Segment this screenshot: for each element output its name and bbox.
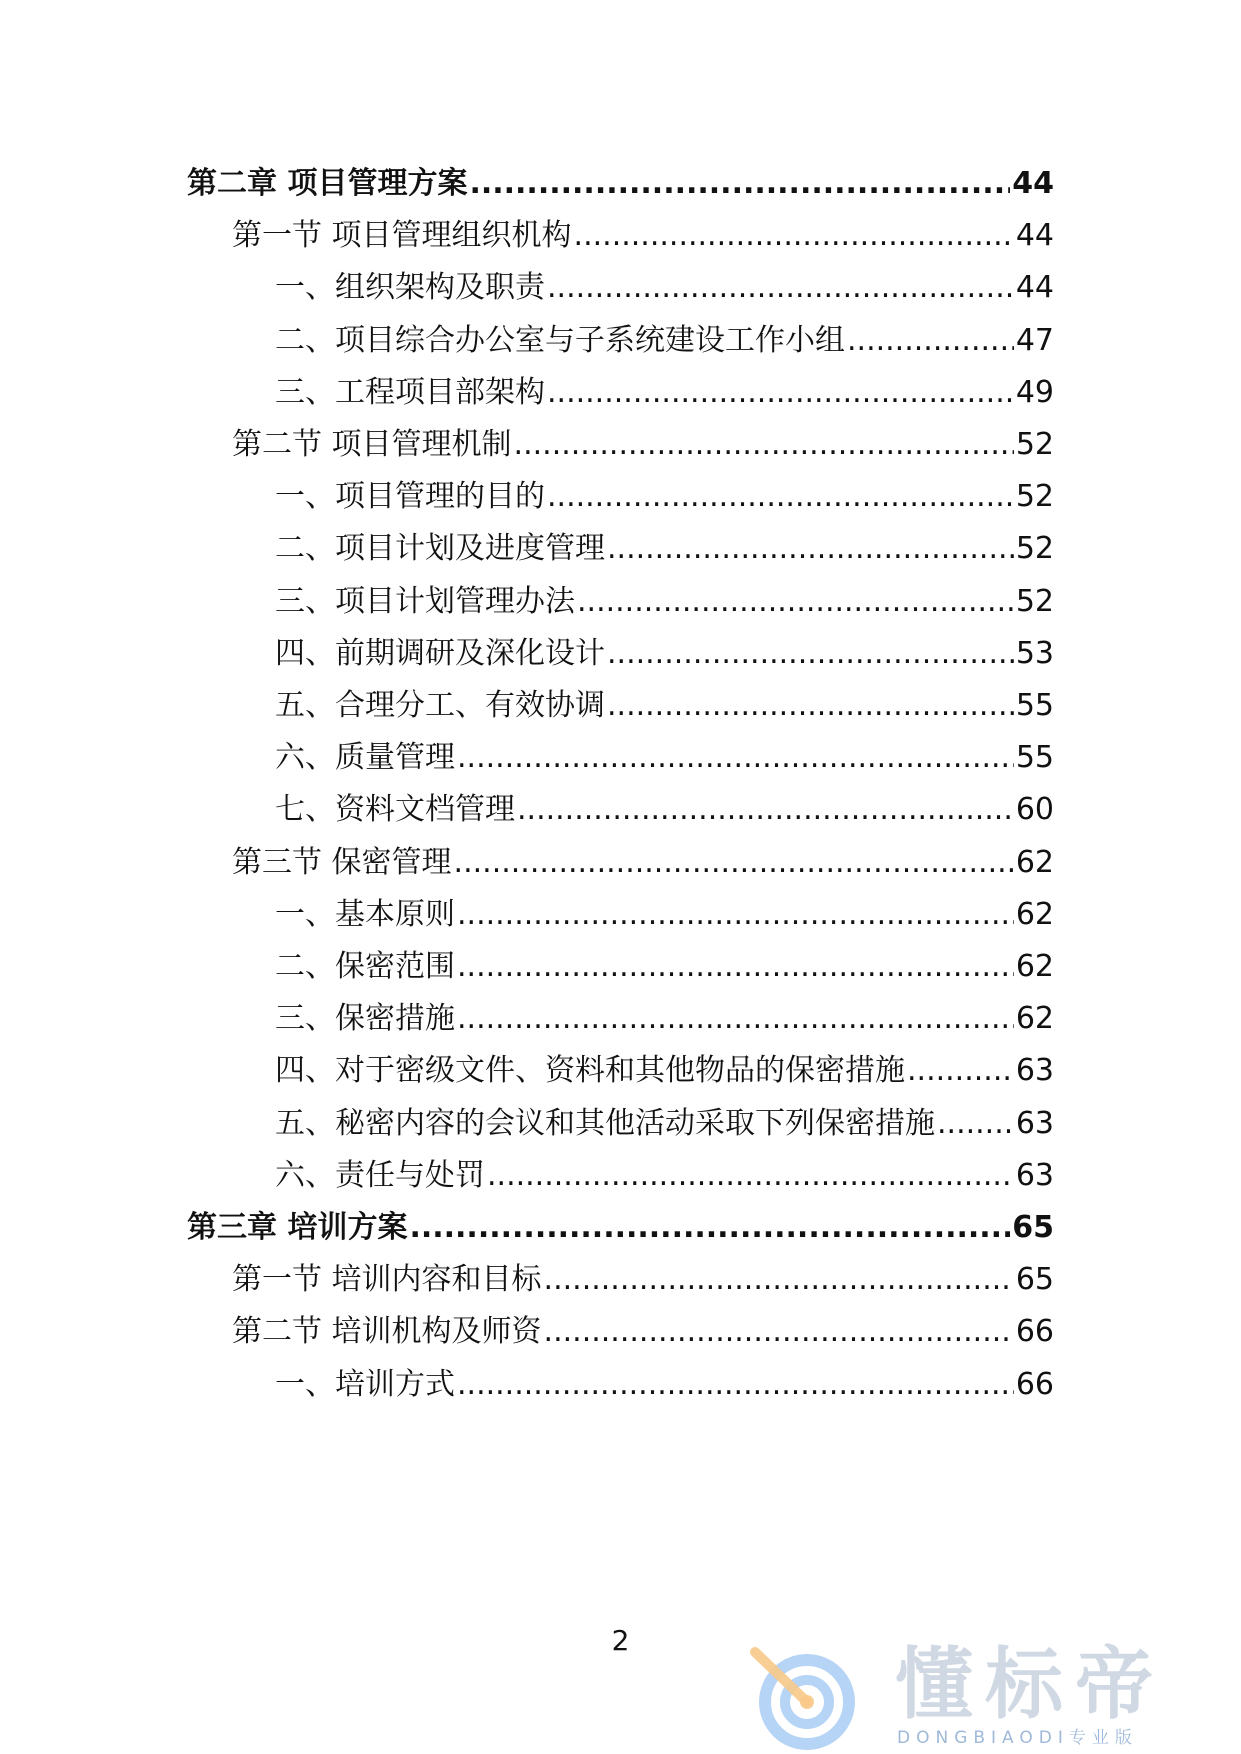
toc-dot-leader [469,155,1010,213]
toc-entry[interactable] [232,1303,1054,1361]
toc-dot-leader [547,364,1014,422]
toc-entry[interactable] [275,729,1054,787]
toc-entry-title: 四、前期调研及深化设计 [275,635,605,671]
toc-entry-page: 65 [1012,1210,1054,1245]
toc-entry[interactable] [275,781,1054,839]
toc-entry-title: 一、组织架构及职责 [275,270,545,306]
toc-entry-page: 63 [1015,1157,1054,1193]
toc-entry-title: 第二节 项目管理机制 [232,427,512,462]
toc-dot-leader [457,938,1014,996]
toc-entry-page: 55 [1015,688,1054,723]
toc-dot-leader [409,1199,1010,1257]
toc-dot-leader [907,1042,1014,1100]
toc-dot-leader [457,729,1014,787]
toc-entry[interactable] [275,312,1054,370]
toc-dot-leader [517,781,1014,839]
watermark-logo [745,1640,1225,1750]
toc-entry-page: 55 [1015,740,1054,776]
toc-entry-title: 四、对于密级文件、资料和其他物品的保密措施 [275,1053,905,1089]
toc-dot-leader [607,625,1014,683]
toc-entry-title: 第二章 项目管理方案 [187,166,468,201]
toc-entry-page: 62 [1015,896,1054,932]
watermark-brand: 懂标帝 [895,1640,1166,1730]
toc-dot-leader [937,1095,1014,1153]
toc-dot-leader [514,416,1014,474]
toc-entry-title: 第一节 培训内容和目标 [232,1262,542,1298]
toc-entry[interactable] [275,1356,1054,1414]
watermark-subtitle: DONGBIAODI专业版 [897,1728,1138,1748]
toc-entry-page: 62 [1015,1001,1054,1037]
toc-entry-title: 一、基本原则 [275,896,455,932]
toc-entry[interactable] [275,259,1054,317]
toc-entry-title: 一、项目管理的目的 [275,479,545,515]
toc-entry-title: 一、培训方式 [275,1366,455,1402]
toc-entry[interactable] [275,886,1054,944]
toc-dot-leader [547,468,1014,526]
toc-dot-leader [607,677,1014,735]
toc-entry-page: 62 [1015,949,1054,984]
toc-entry-page: 44 [1015,218,1054,254]
toc-entry[interactable] [275,468,1054,526]
toc-dot-leader [847,312,1014,370]
toc-entry-title: 七、资料文档管理 [275,792,515,828]
toc-entry-title: 二、保密范围 [275,949,455,984]
toc-entry-page: 52 [1015,583,1054,619]
toc-dot-leader [544,1251,1014,1309]
toc-entry-page: 65 [1015,1262,1054,1298]
toc-entry[interactable] [275,938,1054,996]
toc-entry-title: 六、质量管理 [275,740,455,776]
toc-entry-page: 53 [1015,635,1054,671]
toc-entry[interactable] [275,990,1054,1048]
toc-dot-leader [487,1147,1014,1205]
toc-entry-title: 五、秘密内容的会议和其他活动采取下列保密措施 [275,1105,935,1141]
toc-dot-leader [574,207,1014,265]
toc-entry-page: 44 [1015,270,1054,306]
toc-dot-leader [457,886,1014,944]
toc-entry[interactable] [275,1095,1054,1153]
toc-entry-title: 第三章 培训方案 [187,1210,408,1245]
toc-entry[interactable] [232,416,1054,474]
toc-entry-title: 第一节 项目管理组织机构 [232,218,572,254]
toc-entry-title: 六、责任与处罚 [275,1157,485,1193]
toc-entry-page: 66 [1015,1366,1054,1402]
toc-entry[interactable] [232,207,1054,265]
toc-entry[interactable] [187,155,1054,213]
toc-entry-page: 52 [1015,479,1054,515]
toc-entry-page: 60 [1015,792,1054,828]
toc-entry-page: 63 [1015,1105,1054,1141]
toc-entry[interactable] [275,520,1054,578]
toc-entry[interactable] [275,1042,1054,1100]
toc-entry-title: 二、项目综合办公室与子系统建设工作小组 [275,322,845,358]
toc-entry-page: 49 [1015,374,1054,410]
toc-dot-leader [607,520,1014,578]
toc-entry-page: 52 [1015,531,1054,567]
toc-entry-page: 63 [1015,1053,1054,1089]
toc-entry-title: 三、项目计划管理办法 [275,583,575,619]
toc-entry[interactable] [275,1147,1054,1205]
toc-entry-page: 66 [1015,1314,1054,1350]
toc-entry[interactable] [275,677,1054,735]
toc-dot-leader [547,259,1014,317]
toc-entry-title: 第三节 保密管理 [232,844,452,880]
toc-entry[interactable] [275,364,1054,422]
toc-entry[interactable] [232,834,1054,892]
toc-dot-leader [454,834,1014,892]
toc-entry-title: 三、工程项目部架构 [275,374,545,410]
toc-entry-title: 五、合理分工、有效协调 [275,688,605,723]
toc-dot-leader [577,573,1014,631]
target-logo-icon [745,1640,865,1750]
toc-entry[interactable] [232,1251,1054,1309]
toc-entry-page: 52 [1015,427,1054,462]
toc-entry-page: 44 [1012,166,1054,201]
page-number: 2 [611,1624,630,1657]
toc-entry-title: 第二节 培训机构及师资 [232,1314,542,1350]
toc-dot-leader [457,1356,1014,1414]
toc-entry-page: 47 [1015,322,1054,358]
toc-entry-page: 62 [1015,844,1054,880]
toc-entry[interactable] [275,573,1054,631]
toc-dot-leader [457,990,1014,1048]
toc-dot-leader [544,1303,1014,1361]
toc-entry-title: 三、保密措施 [275,1001,455,1037]
toc-entry-title: 二、项目计划及进度管理 [275,531,605,567]
toc-entry[interactable] [275,625,1054,683]
toc-entry[interactable] [187,1199,1054,1257]
